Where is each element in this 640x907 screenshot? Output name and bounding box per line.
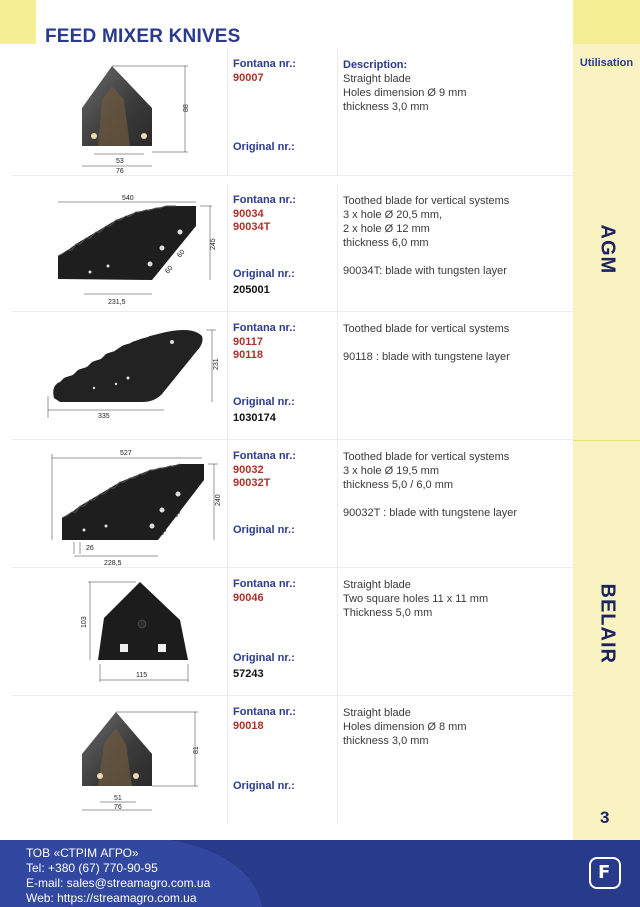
- product-row-90007: [12, 48, 573, 176]
- description-cell: [338, 312, 573, 440]
- dim-length: 335: [98, 413, 110, 420]
- straight-blade-illustration: [12, 48, 228, 176]
- description-text: Toothed blade for vertical systems 3 x hole Ø 19,5 mm thickness 5,0 / 6,0 mm 90032T : blade with tungstene layer: [343, 451, 518, 519]
- fontana-code: 90007: [233, 72, 264, 84]
- description-text: Straight blade Two square holes 11 x 11 mm Thickness 5,0 mm: [343, 579, 489, 619]
- product-row-90034: [12, 184, 573, 312]
- original-label: Original nr.:: [233, 780, 295, 792]
- description-text: Straight blade Holes dimension Ø 8 mm thickness 3,0 mm: [343, 707, 467, 747]
- original-label: Original nr.:: [233, 396, 295, 408]
- fontana-codes: [233, 208, 270, 234]
- description-cell: [338, 48, 573, 176]
- toothed-blade-illustration: [12, 440, 228, 568]
- dim-height: 88: [183, 104, 190, 112]
- dim-hole-spacing: 51: [114, 795, 122, 802]
- straight-blade-illustration: [12, 568, 228, 696]
- dim-length: 540: [122, 195, 134, 202]
- code-cell: [228, 440, 338, 568]
- product-row-90117: [12, 312, 573, 440]
- dim-hole-a: 60: [158, 526, 169, 538]
- dim-height: 231: [213, 358, 220, 370]
- dim-height: 245: [210, 238, 217, 250]
- dim-height: 240: [215, 494, 222, 506]
- original-label: Original nr.:: [233, 141, 295, 153]
- code-cell: [228, 312, 338, 440]
- fontana-code: 90118: [233, 349, 263, 361]
- fontana-code: 90018: [233, 720, 264, 732]
- fontana-code: 90034T: [233, 221, 271, 233]
- product-row-90046: [12, 568, 573, 696]
- code-cell: [228, 568, 338, 696]
- utilisation-label: Utilisation: [579, 57, 634, 69]
- original-label: Original nr.:: [233, 652, 295, 664]
- logo-letter: F: [598, 862, 611, 883]
- fontana-label: Fontana nr.:: [233, 322, 296, 334]
- code-cell: [228, 48, 338, 176]
- brand-agm: AGM: [596, 224, 619, 275]
- blade-image: [12, 48, 228, 176]
- utilisation-header-bg: [573, 0, 640, 44]
- email-address[interactable]: E-mail: sales@streamagro.com.ua: [26, 876, 211, 890]
- dim-width: 76: [116, 168, 124, 175]
- description-text: Toothed blade for vertical systems 3 x hole Ø 20,5 mm, 2 x hole Ø 12 mm thickness 6,0 mm 90034T: blade with tungsten layer: [343, 195, 510, 277]
- dim-hole-b: 60: [172, 508, 183, 520]
- dim-length: 527: [120, 450, 132, 457]
- blade-image: [12, 312, 228, 440]
- page-title: FEED MIXER KNIVES: [45, 26, 241, 47]
- fontana-label: Fontana nr.:: [233, 194, 296, 206]
- page-number: 3: [600, 808, 610, 827]
- dim-width: 76: [114, 804, 122, 811]
- footer-contacts: [26, 846, 210, 906]
- description-label: Description:: [343, 59, 408, 71]
- original-number: 57243: [233, 668, 264, 680]
- dim-height: 81: [193, 746, 200, 754]
- straight-blade-illustration: [12, 696, 228, 824]
- toothed-blade-illustration: [12, 184, 228, 312]
- dim-height: 103: [81, 616, 88, 628]
- description-text: Toothed blade for vertical systems 90118 : blade with tungstene layer: [343, 323, 510, 363]
- fontana-code: 90117: [233, 336, 263, 348]
- dim-offset: 228,5: [104, 560, 122, 567]
- description-cell: [338, 440, 573, 568]
- fontana-code: 90034: [233, 208, 264, 220]
- blade-image: [12, 184, 228, 312]
- blade-image: [12, 696, 228, 824]
- dim-tooth: 26: [86, 545, 94, 552]
- description-text: Straight blade Holes dimension Ø 9 mm thickness 3,0 mm: [343, 73, 467, 113]
- fontana-codes: [233, 720, 264, 733]
- fontana-codes: [233, 72, 264, 85]
- fontana-codes: [233, 592, 264, 605]
- fontana-label: Fontana nr.:: [233, 450, 296, 462]
- original-number: 1030174: [233, 412, 276, 424]
- product-row-90018: [12, 696, 573, 824]
- code-cell: [228, 184, 338, 312]
- fontana-code: 90032T: [233, 477, 271, 489]
- original-number: 205001: [233, 284, 270, 296]
- fontana-label: Fontana nr.:: [233, 58, 296, 70]
- original-label: Original nr.:: [233, 524, 295, 536]
- product-row-90032: [12, 440, 573, 568]
- blade-image: [12, 440, 228, 568]
- fontana-codes: [233, 464, 270, 490]
- fontana-codes: [233, 336, 263, 362]
- description-cell: [338, 568, 573, 696]
- corner-tab: [0, 0, 36, 44]
- dim-width: 115: [136, 672, 148, 679]
- dim-hole-b: 60: [176, 248, 187, 260]
- website-link[interactable]: Web: https://streamagro.com.ua: [26, 891, 197, 905]
- description-cell: [338, 184, 573, 312]
- company-name: ТОВ «СТРІМ АГРО»: [26, 846, 139, 860]
- fontana-label: Fontana nr.:: [233, 578, 296, 590]
- toothed-blade-illustration: [12, 312, 228, 440]
- description-cell: [338, 696, 573, 824]
- fontana-code: 90046: [233, 592, 264, 604]
- fontana-label: Fontana nr.:: [233, 706, 296, 718]
- phone-number[interactable]: Tel: +380 (67) 770-90-95: [26, 861, 158, 875]
- brand-divider: [573, 440, 640, 441]
- fontana-logo-icon: [589, 857, 621, 889]
- dim-offset: 231,5: [108, 299, 126, 306]
- dim-hole-spacing: 53: [116, 158, 124, 165]
- brand-belair: BELAIR: [596, 583, 619, 664]
- blade-image: [12, 568, 228, 696]
- utilisation-column: [573, 0, 640, 840]
- original-label: Original nr.:: [233, 268, 295, 280]
- code-cell: [228, 696, 338, 824]
- dim-hole-a: 60: [164, 264, 175, 276]
- fontana-code: 90032: [233, 464, 264, 476]
